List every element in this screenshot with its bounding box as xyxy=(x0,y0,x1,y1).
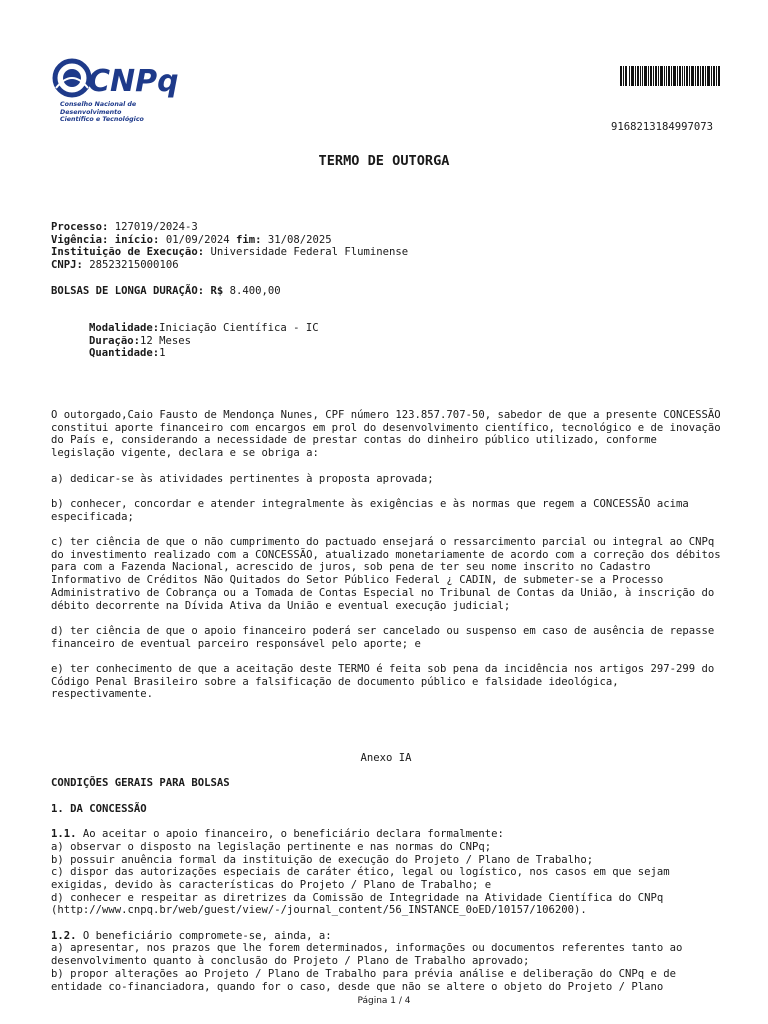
item-e: e) ter conhecimento de que a aceitação deste TERMO é feita sob pena da incidência nos artigos 297-299 do Código Penal Brasileiro sobre a falsificação de documento público e falsidade ideológica, respectivamente. xyxy=(51,662,715,701)
vigencia-line xyxy=(51,234,721,247)
section-1-1-text: Ao aceitar o apoio financeiro, o beneficiário declara formalmente: xyxy=(82,828,504,841)
fim-label: fim: xyxy=(236,233,262,246)
section-1-2-label: 1.2. xyxy=(51,929,77,942)
modalidade-info xyxy=(89,322,689,360)
section-1-1 xyxy=(51,828,721,917)
annex-heading: CONDIÇÕES GERAIS PARA BOLSAS xyxy=(51,777,230,790)
section-1-1-d: d) conhecer e respeitar as diretrizes da Comissão de Integridade na Atividade Científica do CNPq (http://www.cnpq.br/web/guest/view/-/journal_content/56_INSTANCE_0oED/10157/106200). xyxy=(51,891,664,917)
section-1-2-b: b) propor alterações ao Projeto / Plano de Trabalho para prévia análise e deliberação do CNPq e de entidade co-financiadora, quando for o caso, desde que não se altere o objeto do Projeto / Plano xyxy=(51,967,677,993)
document-number: 9168213184997073 xyxy=(611,121,714,133)
process-info xyxy=(51,221,721,272)
section-1-2-intro xyxy=(51,930,721,943)
vigencia-fim: 31/08/2025 xyxy=(267,233,332,246)
modalidade-label: Modalidade: xyxy=(89,322,160,334)
bolsas-line xyxy=(51,285,721,298)
section-1-1-label: 1.1. xyxy=(51,828,77,841)
section-1-1-b: b) possuir anuência formal da instituição de execução do Projeto / Plano de Trabalho; xyxy=(51,853,594,866)
processo-label: Processo: xyxy=(51,221,109,233)
duracao-line xyxy=(89,335,689,348)
cnpj-value: 28523215000106 xyxy=(89,259,179,272)
logo-text: CNPq xyxy=(88,64,179,99)
bolsas-label: BOLSAS DE LONGA DURAÇÃO: R$ xyxy=(51,285,224,297)
quantidade-label: Quantidade: xyxy=(89,347,160,360)
document-title: TERMO DE OUTORGA xyxy=(318,153,450,169)
section-1-1-a: a) observar o disposto na legislação pertinente e nas normas do CNPq; xyxy=(51,840,492,853)
cnpq-logo xyxy=(52,58,192,122)
declaration-body xyxy=(51,409,721,714)
duracao-label: Duração: xyxy=(89,334,141,347)
item-a: a) dedicar-se às atividades pertinentes à proposta aprovada; xyxy=(51,472,434,485)
processo-line xyxy=(51,221,721,234)
cnpj-label: CNPJ: xyxy=(51,259,83,272)
bolsas-value: 8.400,00 xyxy=(229,285,281,297)
processo-value: 127019/2024-3 xyxy=(114,221,198,233)
barcode xyxy=(620,66,720,86)
page-number: Página 1 / 4 xyxy=(357,996,411,1006)
logo-subtitle-line-1: Conselho Nacional de Desenvolvimento xyxy=(60,101,137,116)
annex-title: Anexo IA xyxy=(360,752,412,764)
instituicao-value: Universidade Federal Fluminense xyxy=(210,246,409,259)
annex-section xyxy=(51,752,721,993)
section-1-2-a: a) apresentar, nos prazos que lhe forem determinados, informações ou documentos referentes tanto ao desenvolvimento quanto à conclusão do Projeto / Plano de Trabalho aprovado; xyxy=(51,942,683,968)
quantidade-line xyxy=(89,347,689,360)
section-1-2-text: O beneficiário compromete-se, ainda, a: xyxy=(82,929,332,942)
instituicao-label: Instituição de Execução: xyxy=(51,246,205,259)
section-1-1-c: c) dispor das autorizações especiais de caráter ético, legal ou logístico, nos casos em que sejam exigidas, devido às características do Projeto / Plano de Trabalho; e xyxy=(51,866,670,891)
vigencia-inicio: 01/09/2024 xyxy=(165,233,230,246)
instituicao-line xyxy=(51,246,721,259)
cnpq-logo-mark xyxy=(52,58,192,100)
intro-paragraph: O outorgado,Caio Fausto de Mendonça Nunes, CPF número 123.857.707-50, sabedor de que a presente CONCESSÃO constitui aporte financeiro com encargos em prol do desenvolvimento científico, tecnológico e de inovação do País e, considerando a necessidade de prestar contas do dinheiro público utilizado, conforme legislação vigente, declara e se obriga a: xyxy=(51,409,721,460)
cnpj-line xyxy=(51,259,721,272)
duracao-value: 12 Meses xyxy=(140,334,192,347)
section-1-2 xyxy=(51,930,721,994)
item-b: b) conhecer, concordar e atender integralmente às exigências e às normas que regem a CONCESSÃO acima especificada; xyxy=(51,497,689,523)
logo-subtitle xyxy=(60,101,192,124)
item-d: d) ter ciência de que o apoio financeiro poderá ser cancelado ou suspenso em caso de ausência de repasse financeiro de eventual parceiro responsável pelo aporte; e xyxy=(51,624,715,650)
section-1-heading: 1. DA CONCESSÃO xyxy=(51,802,147,815)
item-c: c) ter ciência de que o não cumprimento do pactuado ensejará o ressarcimento parcial ou integral ao CNPq do investimento realizado com a CONCESSÃO, atualizado monetariamente de acordo com a correção dos débitos para com a Fazenda Nacional, acrescido de juros, sob pena de ter seu nome inscrito no Cadastro Informativo de Créditos Não Quitados do Setor Público Federal ¿ CADIN, de submeter-se a Processo Administrativo de Cobrança ou a Tomada de Contas Especial no Tribunal de Contas da União, à inscrição do débito decorrente na Dívida Ativa da União e eventual execução judicial; xyxy=(51,535,721,612)
modalidade-value: Iniciação Científica - IC xyxy=(159,322,319,334)
quantidade-value: 1 xyxy=(159,347,166,360)
logo-subtitle-line-2: Científico e Tecnológico xyxy=(60,116,144,123)
vigencia-label: Vigência: início: xyxy=(51,233,160,246)
modalidade-line xyxy=(89,322,689,335)
section-1-1-intro xyxy=(51,828,721,841)
